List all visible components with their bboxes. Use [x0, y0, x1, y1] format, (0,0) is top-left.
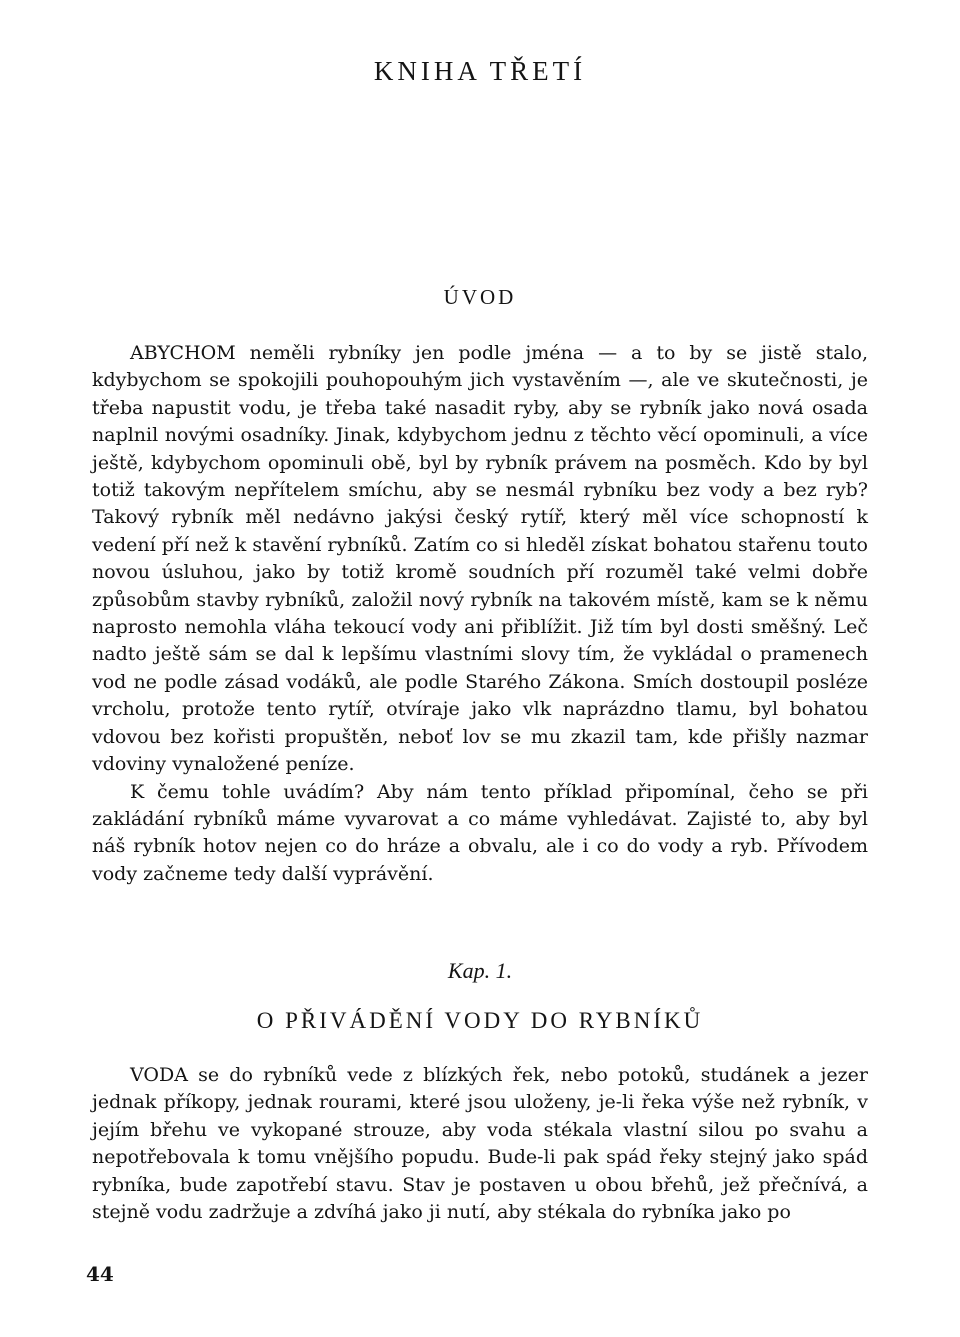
chapter-text — [92, 1062, 868, 1226]
section-title-intro: ÚVOD — [443, 285, 517, 309]
chapter-title: O PŘIVÁDĚNÍ VODY DO RYBNÍKŮ — [256, 1008, 704, 1033]
intro-paragraph-2: K čemu tohle uvádím? Aby nám tento příklad připomínal, čeho se při zakládání rybníků máme vyvarovat a co máme vyhledávat. Zajisté to, aby byl náš rybník hotov nejen co do hráze a obvalu, ale i co do vody a ryb. Přívodem vody začneme tedy další vyprávění. — [92, 780, 868, 885]
intro-paragraph-1: ABYCHOM neměli rybníky jen podle jména — a to by se jistě stalo, kdybychom se spokojili pouhopouhým jich vystavěním —, ale ve skutečnosti, je třeba napustit vodu, je třeba také nasadit ryby, aby se rybník jako nová osada naplnil novými osadníky. Jinak, kdybychom jednu z těchto věcí opominuli, a více ještě, kdybychom opominuli obě, byl by rybník právem na posměch. Kdo by byl totiž takovým nepřítelem smíchu, aby se nesmál rybníku bez vody a bez ryb? Takový rybník měl nedávno jakýsi český rytíř, který měl více schopností k vedení pří než k stavění rybníků. Zatím co si hleděl získat bohatou stařenu touto novou úsluhou, jako by totiž kromě soudních pří rozuměl také velmi dobře způsobům stavby rybníků, založil nový rybník na takovém místě, kam se k němu naprosto nemohla vláha tekoucí vody ani přiblížit. Již tím byl dosti směšný. Leč nadto ještě sám se dal k lepšímu vlastními slovy tím, že vykládal o pramenech vod ne podle zásad vodáků, ale podle Starého Zákona. Smích dostoupil posléze vrcholu, protože tento rytíř, otvíraje jako vlk naprázdno tlamu, byl bohatou vdovou bez kořisti propuštěn, neboť lov se mu zkazil tam, kde přišly nazmar vdoviny vynaložené peníze. — [92, 342, 868, 776]
book-title: KNIHA TŘETÍ — [373, 56, 587, 86]
chapter-paragraph-1: VODA se do rybníků vede z blízkých řek, nebo potoků, studánek a jezer jednak příkopy, jednak rourami, které jsou uloženy, je-li řeka výše než rybník, v jejím břehu ve vykopané strouze, aby voda stékala vlastní silou po svahu a nepotřebovala k tomu vnějšího popudu. Bude-li pak spád řeky stejný jako spád rybníka, bude zapotřebí stavu. Stav je postaven u obou břehů, jež přečnívá, a stejně vodu zadržuje a zdvíhá jako ji nutí, aby stékala do rybníka jako po — [92, 1064, 868, 1224]
intro-text — [92, 340, 868, 888]
page-number: 44 — [86, 1262, 114, 1286]
chapter-label: Kap. 1. — [447, 958, 513, 983]
